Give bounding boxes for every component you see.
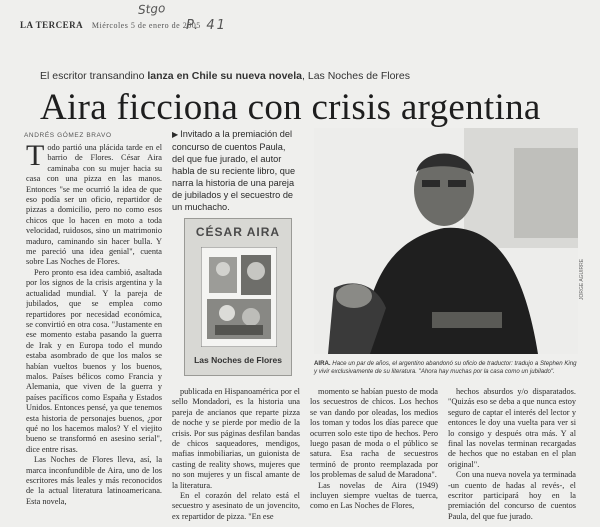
article-byline: ANDRÉS GÓMEZ BRAVO	[24, 132, 112, 139]
paragraph-3: Las Noches de Flores lleva, así, la marca inconfundible de Aira, uno de los escritores más leales y más reconocidos de la actual literatura latinoamericana. Esta novela,	[26, 455, 162, 506]
kicker-bold: lanza en Chile su nueva novela	[147, 70, 303, 82]
book-author: CÉSAR AIRA	[195, 225, 281, 239]
publication-date: Miércoles 5 de enero de 2005	[91, 21, 201, 30]
text-column-3	[310, 387, 438, 527]
book-cover	[184, 218, 292, 376]
kicker-tail: , Las Noches de Flores	[302, 70, 410, 82]
paragraph-5: En el corazón del relato está el secuestro y asesinato de un jovencito, ex repartidor de pizza. "En ese	[172, 491, 300, 521]
deck-text: Invitado a la premiación del concurso de cuentos Paula, del que fue jurado, el autor habla de su reciente libro, que narra la historia de una pareja de jubilados y el secuestro de un muchacho.	[172, 129, 296, 212]
handwritten-city-note: Stgo	[137, 1, 166, 17]
handwritten-page-note: P. 41	[186, 18, 227, 33]
newspaper-name: LA TERCERA	[20, 20, 84, 30]
article-deck	[172, 128, 300, 213]
caption-label: AIRA.	[314, 360, 331, 367]
paragraph-6: momento se habían puesto de moda los secuestros de chicos. Los hechos se van dando por oleadas, los medios los toman y todos los días parece que ocurren solo este tipo de hechos. Pero luego pasan de moda o el público se satura. Esa racha de secuestros terminó de pronto reemplazada por los problemas de salud de Maradona".	[310, 387, 438, 480]
paragraph-9: Con una nueva novela ya terminada -un cuento de hadas al revés-, el escritor participará hoy en la premiación del concurso de cuentos Paula, del que fue jurado.	[448, 470, 576, 521]
paragraph-1	[26, 143, 162, 268]
photo-credit: JORGE AGUIRRE	[579, 258, 585, 300]
text-column-2	[172, 387, 300, 527]
photo-caption	[314, 360, 578, 376]
arrow-icon: ▶	[172, 130, 179, 139]
paragraph-1-text: odo partió una plácida tarde en el barrio de Flores. César Aira caminaba con su mujer hacia su casa con una pizza en las manos. Entonces "se me ocurrió la idea de que eso podía ser un oficio, repartidor de pizzas a domicilio, pero no como esos chicos que lo hacen en moto a toda velocidad, ruidosos, sino un matrimonio maduro, caminando sin hacer bulla. Y me pareció una idea genial", cuenta sobre Las Noches de Flores.	[26, 143, 162, 267]
text-column-1	[26, 143, 162, 527]
kicker-lead: El escritor transandino	[40, 70, 148, 82]
text-column-4	[448, 387, 576, 527]
caption-text: Hace un par de años, el argentino abandonó su oficio de traductor: tradujo a Stephen King y vivir exclusivamente de su literatura. "Ahora hay muchas por la casa como un jubilado".	[314, 360, 577, 375]
drop-cap: T	[26, 143, 45, 172]
paragraph-4: publicada en Hispanoamérica por el sello Mondadori, es la historia una pareja de ancianos que reparte pizza de noche y se pierde por medio de la crisis. Por sus páginas desfilan bandas de chicos saqueadores, mendigos, mafias inmobiliarias, un guionista de casting de reality shows, mujeres que no son mujeres y un fiscal amante de la literatura.	[172, 387, 300, 490]
paragraph-7: Las novelas de Aira (1949) incluyen siempre vueltas de tuerca, como en Las Noches de Flores,	[310, 480, 438, 511]
book-title: Las Noches de Flores	[194, 355, 282, 365]
author-photo	[314, 128, 578, 354]
paragraph-8: hechos absurdos y/o disparatados. "Quizás eso se deba a que nunca estoy seguro de captar el interés del lector y entonces le doy una vuelta para ver si lo consigo y después otra más. Y al final las novelas terminan recargadas de hechos que no estaban en el plan original".	[448, 387, 576, 469]
paragraph-2: Pero pronto esa idea cambió, asaltada por los signos de la crisis argentina y la actualidad mundial. Y la pareja de jubilados, que se emplea como repartidores por necesidad económica, se convirtió en otra cosa. "Justamente en ese momento estaba pasando la guerra de Irak y en Europa todo el mundo estaba asombrado de que los malos se habían vueltos buenos y los buenos, malos. Países bélicos como Francia y Alemania, que viven de la guerra y países pacíficos como España y Estados Unidos. Entonces pensé, ya que tenemos esta historia de personajes buenos, ¿por qué no los hacemos malos? Y el viejito bueno se transformó en asesino serial", dice entre risas.	[26, 267, 162, 454]
masthead	[20, 20, 201, 30]
article-kicker	[40, 70, 410, 82]
article-headline: Aira ficciona con crisis argentina	[40, 87, 541, 128]
book-cover-illustration	[201, 247, 277, 347]
